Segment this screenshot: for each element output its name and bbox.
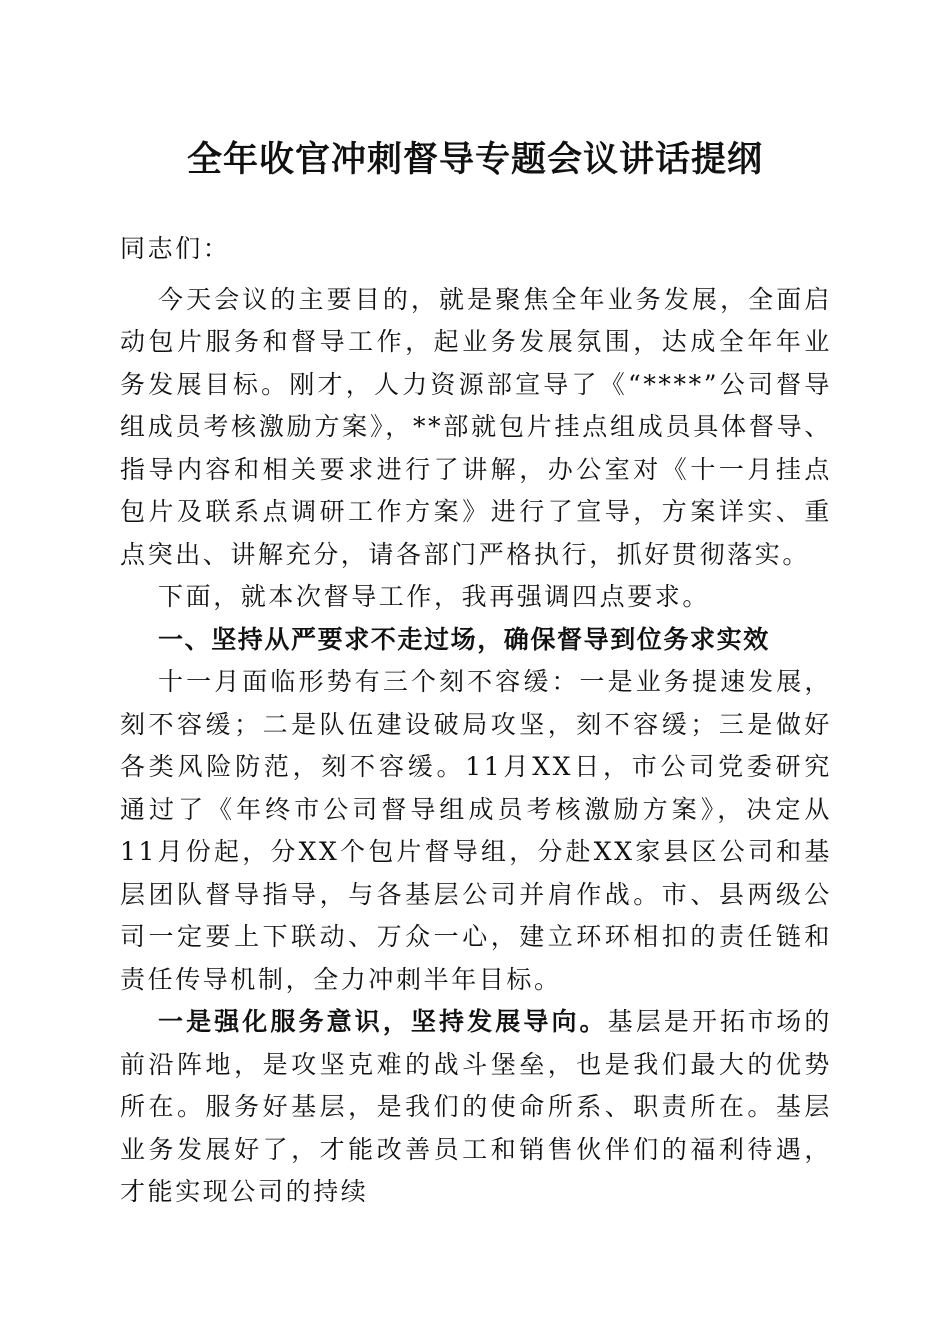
point-1-lead: 一是强化服务意识，坚持发展导向。 (158, 1007, 608, 1036)
paragraph-situation: 十一月面临形势有三个刻不容缓：一是业务提速发展，刻不容缓；二是队伍建设破局攻坚，刻不容缓；三是做好各类风险防范，刻不容缓。11月XX日，市公司党委研究通过了《年终市公司督导组成员考核激励方案》，决定从11月份起，分XX个包片督导组，分赴XX家县区公司和基层团队督导指导，与各基层公司并肩作战。市、县两级公司一定要上下联动、万众一心，建立环环相扣的责任链和责任传导机制，全力冲刺半年目标。 (120, 667, 832, 994)
salutation: 同志们： (120, 234, 231, 263)
section-heading-1: 一、坚持从严要求不走过场，确保督导到位务求实效 (158, 624, 770, 654)
document-body (120, 228, 832, 1214)
paragraph-transition: 下面，就本次督导工作，我再强调四点要求。 (158, 582, 711, 611)
document-title: 全年收官冲刺督导专题会议讲话提纲 (186, 139, 763, 180)
paragraph-point-1 (120, 1001, 832, 1214)
point-1-text: 基层是开拓市场的前沿阵地，是攻坚克难的战斗堡垒，也是我们最大的优势所在。服务好基层，是我们的使命所系、职责所在。基层业务发展好了，才能改善员工和销售伙伴们的福利待遇，才能实现公司的持续 (120, 1007, 832, 1206)
paragraph-intro: 今天会议的主要目的，就是聚焦全年业务发展，全面启动包片服务和督导工作，起业务发展氛围，达成全年年业务发展目标。刚才，人力资源部宣导了《“****”公司督导组成员考核激励方案》，**部就包片挂点组成员具体督导、指导内容和相关要求进行了讲解，办公室对《十一月挂点包片及联系点调研工作方案》进行了宣导，方案详实、重点突出、讲解充分，请各部门严格执行，抓好贯彻落实。 (120, 284, 832, 569)
